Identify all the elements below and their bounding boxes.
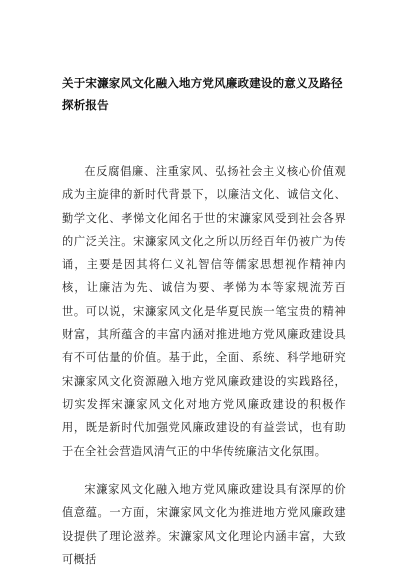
paragraph-2: 宋濂家风文化融入地方党风廉政建设具有深厚的价值意蕴。一方面，宋濂家风文化为推进地方党风廉政建设提供了理论滋养。宋濂家风文化理论内涵丰富，大致可概括: [62, 483, 346, 566]
paragraph-1: 在反腐倡廉、注重家风、弘扬社会主义核心价值观成为主旋律的新时代背景下，以廉洁文化、诚信文化、勤学文化、孝悌文化闻名于世的宋濂家风受到社会各界的广泛关注。宋濂家风文化之所以历经百年仍被广为传诵，主要是因其将仁义礼智信等儒家思想视作精神内核，让廉洁为先、诚信为要、孝悌为本等家规流芳百世。可以说，宋濂家风文化是华夏民族一笔宝贵的精神财富，其所蕴含的丰富内涵对推进地方党风廉政建设具有不可估量的价值。基于此，全面、系统、科学地研究宋濂家风文化资源融入地方党风廉政建设的实践路径，切实发挥宋濂家风文化对地方党风廉政建设的积极作用，既是新时代加强党风廉政建设的有益尝试，也有助于在全社会营造风清气正的中华传统廉洁文化氛围。: [62, 165, 346, 458]
document-title: 关于宋濂家风文化融入地方党风廉政建设的意义及路径探析报告: [62, 76, 343, 112]
